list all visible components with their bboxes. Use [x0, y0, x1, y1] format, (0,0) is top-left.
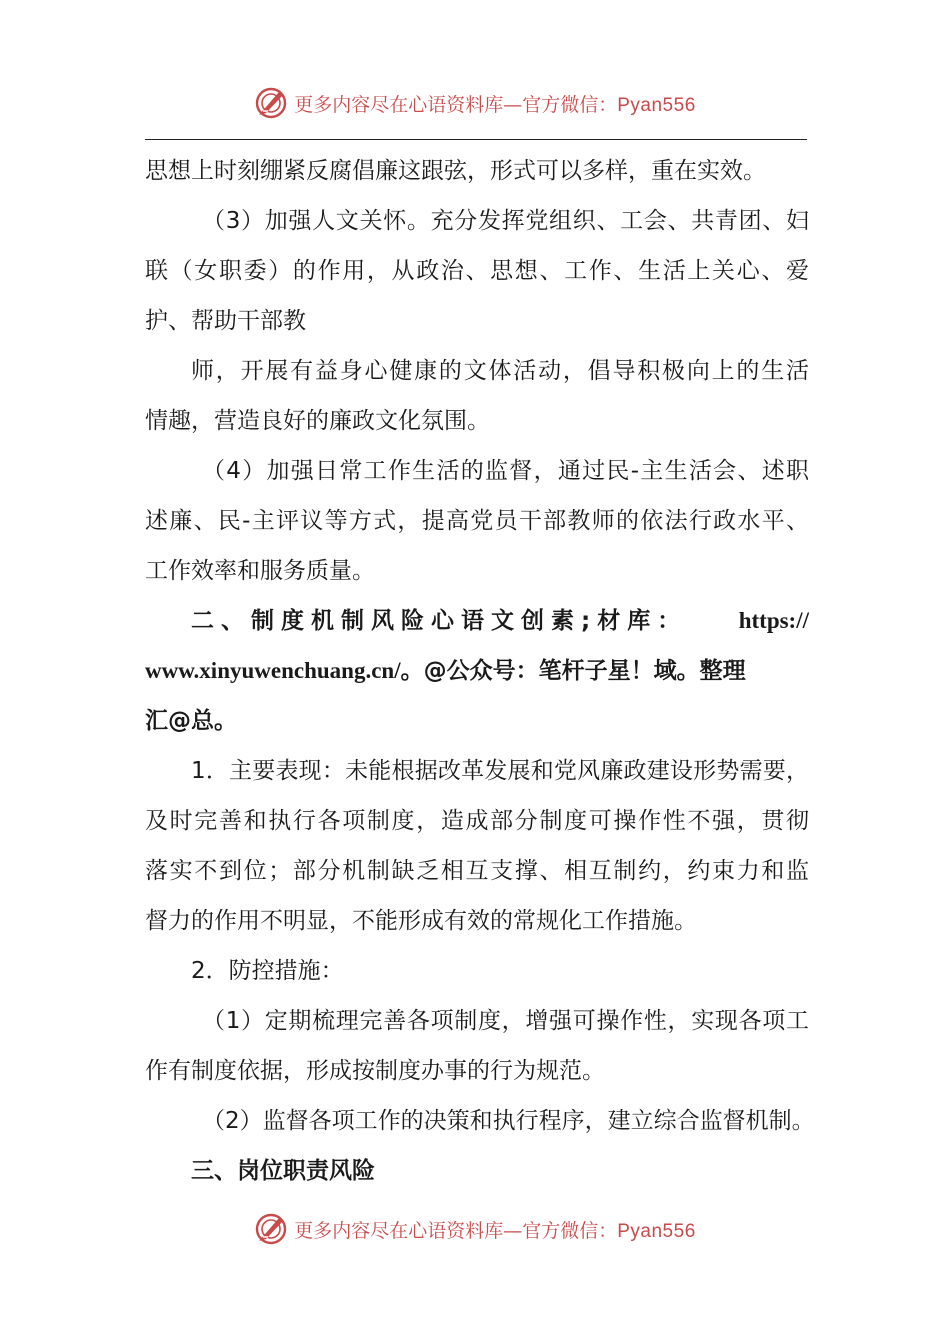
section-heading-2: 二、制度机制风险心语文创素;材库： [191, 608, 688, 634]
body-line: 联（女职委）的作用，从政治、思想、工作、生活上关心、爱 [145, 258, 809, 284]
body-line: （3）加强人文关怀。充分发挥党组织、工会、共青团、妇 [202, 208, 809, 234]
banner-text: 更多内容尽在心语资料库 [294, 93, 504, 116]
header-divider [145, 139, 807, 140]
body-line: 督力的作用不明显，不能形成有效的常规化工作措施。 [145, 908, 697, 934]
section-heading-2-line3: 汇@总。 [145, 708, 237, 734]
body-line: 工作效率和服务质量。 [145, 558, 375, 584]
banner-wechat-id: Pyan556 [617, 94, 696, 116]
body-line: 2．防控措施： [191, 958, 344, 984]
banner-wechat-label: 官方微信： [522, 1219, 618, 1242]
page-footer-banner [0, 1212, 950, 1251]
body-line: 作有制度依据，形成按制度办事的行为规范。 [145, 1058, 605, 1084]
body-line: 思想上时刻绷紧反腐倡廉这跟弦，形式可以多样，重在实效。 [145, 158, 766, 184]
body-line: （4）加强日常工作生活的监督，通过民-主生活会、述职 [202, 458, 809, 484]
banner-wechat-id: Pyan556 [617, 1220, 696, 1242]
quill-logo-icon [254, 86, 288, 120]
banner-wechat-label: 官方微信： [522, 93, 618, 116]
body-line: 情趣，营造良好的廉政文化氛围。 [145, 408, 490, 434]
body-line: （1）定期梳理完善各项制度，增强可操作性，实现各项工 [202, 1008, 809, 1034]
body-line: 师，开展有益身心健康的文体活动，倡导积极向上的生活 [191, 358, 809, 384]
banner-text: 更多内容尽在心语资料库 [294, 1219, 504, 1242]
body-line: 1．主要表现：未能根据改革发展和党风廉政建设形势需要， [191, 758, 809, 784]
banner-separator: — [503, 1219, 523, 1242]
body-line: 述廉、民-主评议等方式，提高党员干部教师的依法行政水平、 [145, 508, 809, 534]
section-heading-2-line2 [145, 656, 809, 686]
body-line: 护、帮助干部教 [145, 308, 306, 334]
body-line: （2）监督各项工作的决策和执行程序，建立综合监督机制。 [202, 1108, 815, 1134]
body-line: 及时完善和执行各项制度，造成部分制度可操作性不强，贯彻 [145, 808, 809, 834]
page-header-banner [0, 86, 950, 125]
quill-logo-icon [254, 1212, 288, 1246]
banner-separator: — [503, 93, 523, 116]
body-line: 落实不到位；部分机制缺乏相互支撑、相互制约，约束力和监 [145, 858, 809, 884]
section-heading-3: 三、岗位职责风险 [191, 1158, 375, 1184]
section-heading-2-url: www.xinyuwenchuang.cn/ [145, 658, 401, 683]
section-heading-2-text: 。@公众号：笔杆子星！域。整理 [400, 658, 746, 684]
section-heading-2-url-start: https:// [738, 608, 809, 633]
